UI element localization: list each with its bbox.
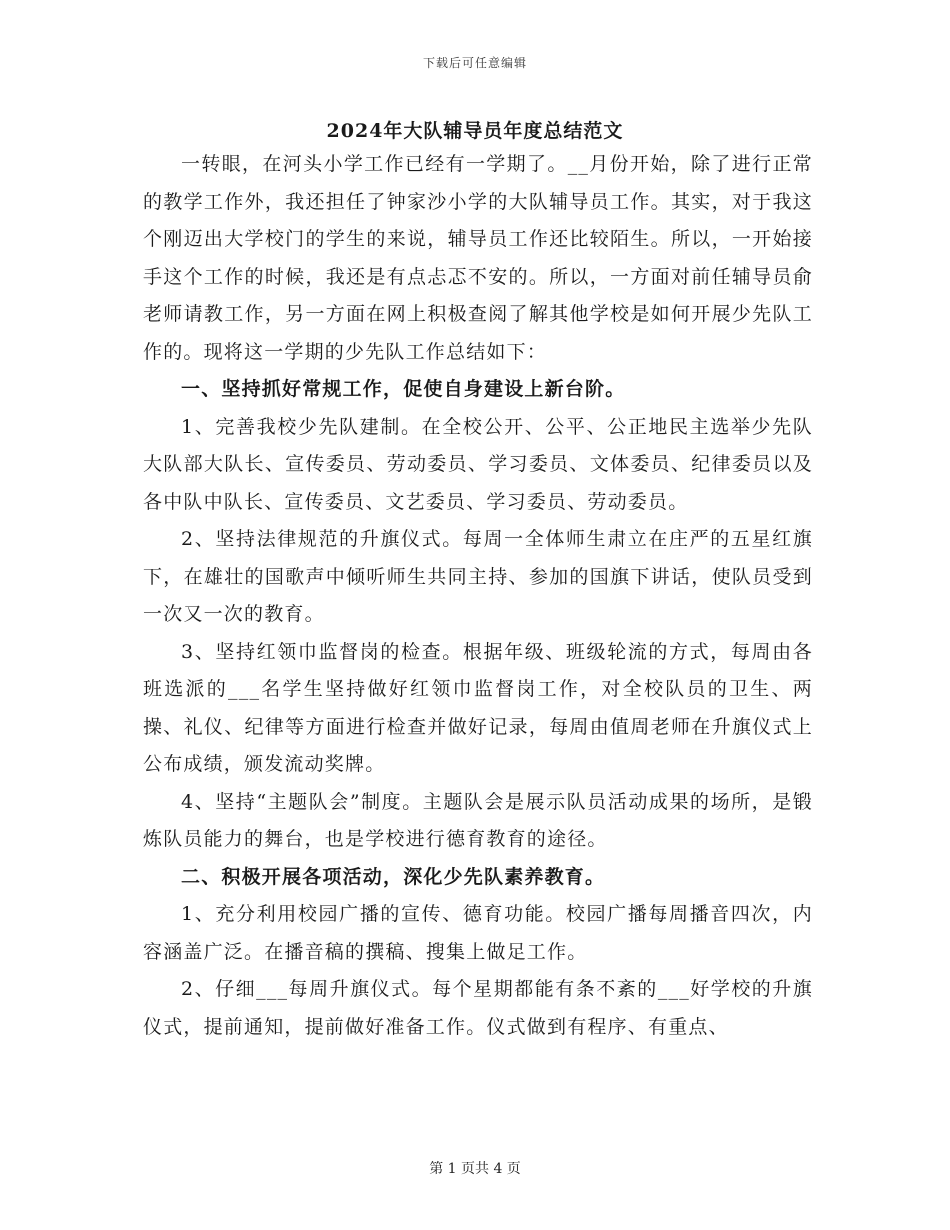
section-2-item-1: 1、充分利用校园广播的宣传、德育功能。校园广播每周播音四次，内容涵盖广泛。在播音稿的撰稿、搜集上做足工作。	[143, 903, 813, 963]
section-1-heading: 一、坚持抓好常规工作，促使自身建设上新台阶。	[181, 378, 626, 400]
header-note: 下载后可任意编辑	[422, 56, 527, 70]
document-body	[143, 146, 813, 1046]
intro-paragraph: 一转眼，在河头小学工作已经有一学期了。__月份开始，除了进行正常的教学工作外，我还担任了钟家沙小学的大队辅导员工作。其实，对于我这个刚迈出大学校门的学生的来说，辅导员工作还比较陌生。所以，一开始接手这个工作的时候，我还是有点忐忑不安的。所以，一方面对前任辅导员俞老师请教工作，另一方面在网上积极查阅了解其他学校是如何开展少先队工作的。现将这一学期的少先队工作总结如下：	[143, 153, 813, 363]
document-title: 2024年大队辅导员年度总结范文	[326, 120, 624, 142]
section-2-heading: 二、积极开展各项活动，深化少先队素养教育。	[181, 865, 606, 888]
page-footer: 第 1 页共 4 页	[429, 1161, 521, 1177]
section-1-item-4: 4、坚持“主题队会”制度。主题队会是展示队员活动成果的场所，是锻炼队员能力的舞台，也是学校进行德育教育的途径。	[143, 790, 813, 850]
section-1-item-1: 1、完善我校少先队建制。在全校公开、公平、公正地民主选举少先队大队部大队长、宣传委员、劳动委员、学习委员、文体委员、纪律委员以及各中队中队长、宣传委员、文艺委员、学习委员、劳动委员。	[143, 415, 813, 513]
section-1-item-2: 2、坚持法律规范的升旗仪式。每周一全体师生肃立在庄严的五星红旗下，在雄壮的国歌声中倾听师生共同主持、参加的国旗下讲话，使队员受到一次又一次的教育。	[143, 528, 813, 625]
section-2-item-2: 2、仔细___每周升旗仪式。每个星期都能有条不紊的___好学校的升旗仪式，提前通知，提前做好准备工作。仪式做到有程序、有重点、	[143, 978, 813, 1038]
section-1-item-3: 3、坚持红领巾监督岗的检查。根据年级、班级轮流的方式，每周由各班选派的___名学生坚持做好红领巾监督岗工作，对全校队员的卫生、两操、礼仪、纪律等方面进行检查并做好记录，每周由值周老师在升旗仪式上公布成绩，颁发流动奖牌。	[143, 640, 813, 775]
